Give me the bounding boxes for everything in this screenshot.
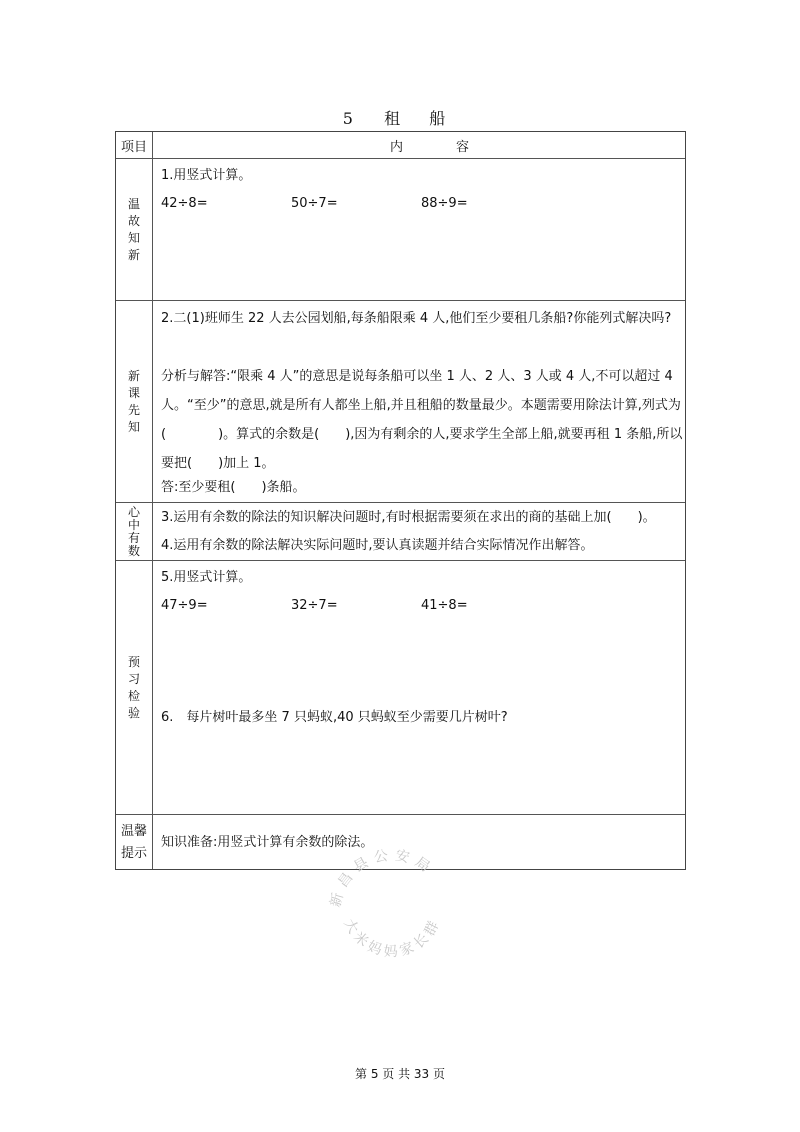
stamp-inner-text: 大米妈妈家长群 (340, 915, 445, 961)
point-3: 3.运用有余数的除法的知识解决问题时,有时根据需要须在求出的商的基础上加( )。 (161, 510, 656, 525)
q2-text: 2.二(1)班师生 22 人去公园划船,每条船限乘 4 人,他们至少要租几条船?你能列式解决吗? (161, 311, 672, 326)
row-divider (116, 502, 685, 503)
stamp-ring-text: 新昌县公安局 (327, 847, 438, 909)
q1-expr-3: 88÷9= (421, 196, 468, 211)
label-review: 温故知新 (127, 196, 140, 262)
svg-text:大米妈妈家长群 (340, 915, 444, 960)
svg-text:新昌县公安局 (328, 847, 438, 909)
q2-answer: 答:至少要租( )条船。 (161, 480, 306, 495)
label-tips: 温馨 提示 (120, 824, 147, 861)
q1-text: 1.用竖式计算。 (161, 168, 252, 183)
q1-expr-1: 42÷8= (161, 196, 208, 211)
row-divider (116, 814, 685, 815)
lesson-number: 5 (342, 109, 353, 128)
header-content: 内 容 (389, 139, 489, 155)
title-char-1: 租 (384, 109, 401, 128)
q6-text: 6. 每片树叶最多坐 7 只蚂蚁,40 只蚂蚁至少需要几片树叶? (161, 710, 508, 725)
q2-analysis: 分析与解答:“限乘 4 人”的意思是说每条船可以坐 1 人、2 人、3 人或 4 人,不可以超过 4 人。“至少”的意思,就是所有人都坐上船,并且租船的数量最少。本题需要用除法计算,列式为( )。算式的余数是( ),因为有剩余的人,要求学生全部上船,就要再租 1 条船,所以要把( )加上 1。 (161, 369, 683, 471)
label-new-lesson: 新课先知 (127, 368, 140, 434)
worksheet-table (115, 131, 686, 870)
header-item: 项目 (120, 139, 147, 155)
row-divider (116, 560, 685, 561)
page-title (0, 106, 800, 129)
column-divider (152, 132, 153, 869)
label-preview: 预习检验 (127, 654, 140, 720)
tips-text: 知识准备:用竖式计算有余数的除法。 (161, 835, 374, 850)
label-key-points: 心中有数 (127, 504, 140, 558)
q5-text: 5.用竖式计算。 (161, 570, 252, 585)
title-char-2: 船 (429, 109, 446, 128)
row-divider (116, 300, 685, 301)
q5-expr-2: 32÷7= (291, 598, 338, 613)
q1-expr-2: 50÷7= (291, 196, 338, 211)
q5-expr-3: 41÷8= (421, 598, 468, 613)
row-divider (116, 158, 685, 159)
q5-expr-1: 47÷9= (161, 598, 208, 613)
page-footer: 第 5 页 共 33 页 (355, 1067, 445, 1081)
point-4: 4.运用有余数的除法解决实际问题时,要认真读题并结合实际情况作出解答。 (161, 538, 594, 553)
watermark-stamp (322, 842, 462, 972)
